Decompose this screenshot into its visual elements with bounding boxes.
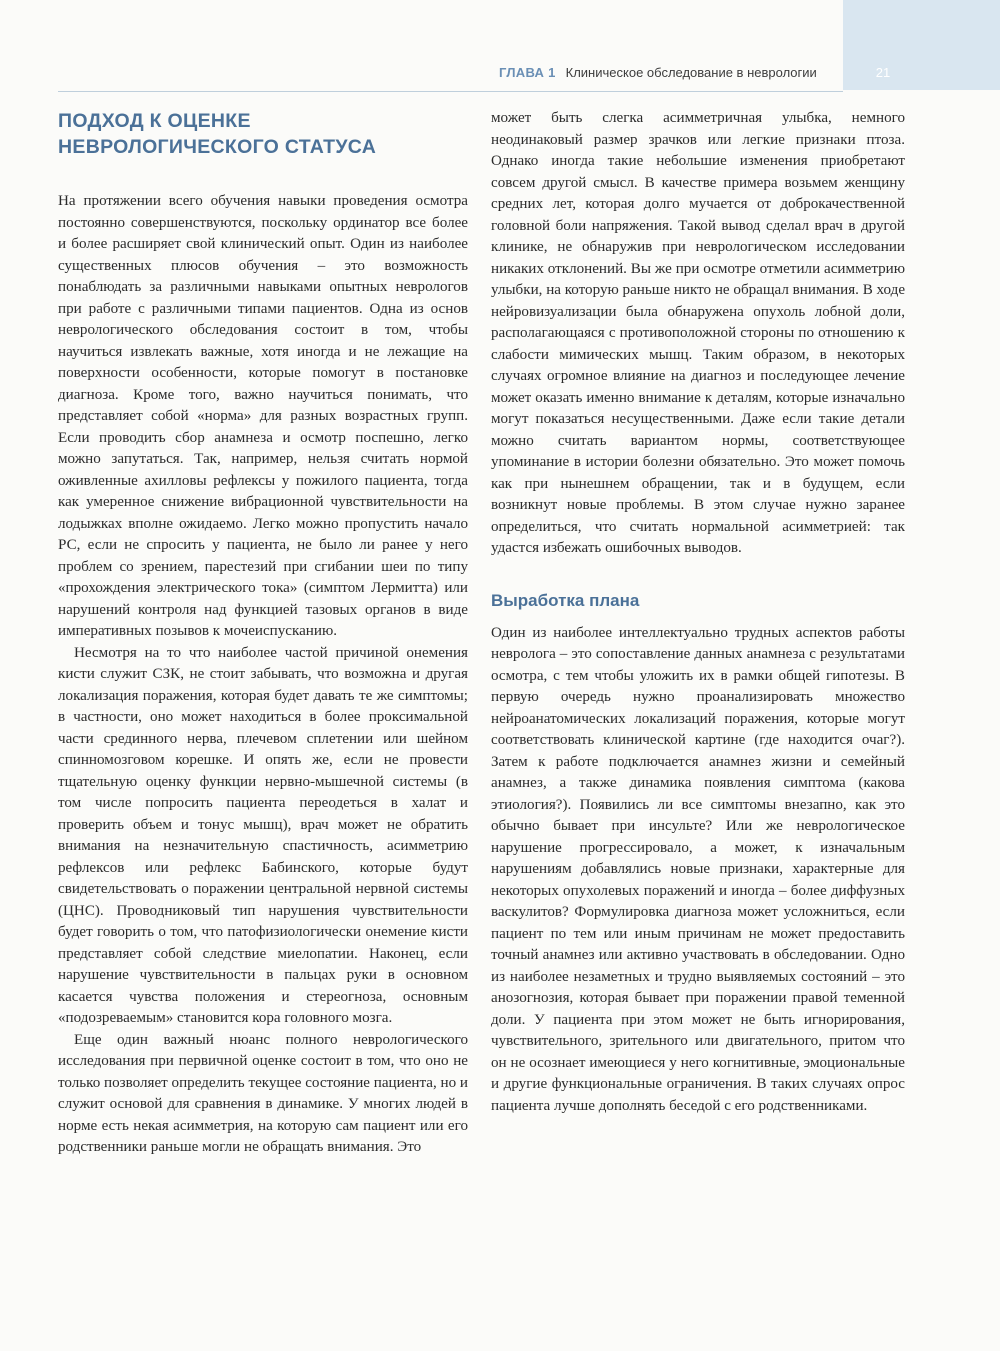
- header-divider: [58, 91, 843, 92]
- paragraph: Еще один важный нюанс полного неврологического исследования при первичной оценке состоит в том, что оно не только позволяет определить текущее состояние пациента, но и служит основой для сравнения в динамике. У многих людей в норме есть некая асимметрия, на которую сам пациент или его родственники раньше могли не обращать внимания. Это: [58, 1031, 468, 1155]
- section-title-line-1: ПОДХОД К ОЦЕНКЕ: [58, 110, 251, 132]
- running-header: [499, 65, 839, 80]
- chapter-label: ГЛАВА 1: [499, 65, 556, 80]
- paragraph: может быть слегка асимметричная улыбка, немного неодинаковый размер зрачков или легкие признаки птоза. Однако иногда такие небольшие изменения приобретают совсем другой смысл. В качестве примера возьмем женщину средних лет, которая долго мучается от доброкачественной головной боли напряжения. Такой вывод сделал врач в другой клинике, не обнаружив при неврологическом исследовании никаких отклонений. Вы же при осмотре отметили асимметрию улыбки, на которую раньше никто не обращал внимания. В ходе нейровизуализации была обнаружена опухоль лобной доли, располагающаяся с противоположной стороны по отношению к слабости мимических мышц. Таким образом, в некоторых случаях огромное влияние на диагноз и последующее лечение может оказать именно внимание к деталям, которые изначально могут показаться несущественными. Даже если такие детали можно считать вариантом нормы, соответствующее упоминание в истории болезни обязательно. Это может помочь как при нынешнем обращении, так и в будущем, если возникнут новые проблемы. В этом случае нужно заранее определиться, что считать нормальной асимметрией: так удастся избежать ошибочных выводов.: [491, 110, 906, 556]
- section-title: [58, 108, 468, 160]
- left-column: [58, 108, 468, 1159]
- section-title-line-2: НЕВРОЛОГИЧЕСКОГО СТАТУСА: [58, 136, 377, 158]
- paragraph: На протяжении всего обучения навыки проведения осмотра постоянно совершенствуются, поскольку ординатор все более и более расширяет свой клинический опыт. Один из наиболее существенных плюсов обучения – это возможность понаблюдать за различными навыками опытных неврологов при работе с различными типами пациентов. Одна из основ неврологического обследования состоит в том, чтобы научиться извлекать важные, хотя иногда и не лежащие на поверхности особенности, которые помогут в постановке диагноза. Кроме того, важно научиться понимать, что представляет собой «норма» для разных возрастных групп. Если проводить сбор анамнеза и осмотр поспешно, легко можно запутаться. Так, например, нельзя считать нормой оживленные ахилловы рефлексы у пожилого пациента, тогда как умеренное снижение вибрационной чувствительности на лодыжках вполне ожидаемо. Легко можно пропустить начало РС, если не спросить у пациента, не было ли ранее у него проблем со зрением, парестезий при сгибании шеи по типу «прохождения электрического тока» (симптом Лермитта) или нарушений контроля над функцией тазовых органов в виде императивных позывов к мочеиспусканию.: [58, 193, 468, 639]
- right-column: [491, 108, 905, 1117]
- chapter-title: Клиническое обследование в неврологии: [565, 65, 817, 80]
- paragraph: Один из наиболее интеллектуально трудных аспектов работы невролога – это сопоставление данных анамнеза с результатами осмотра, с тем чтобы уложить их в рамки общей гипотезы. В первую очередь нужно проанализировать множество нейроанатомических локализаций поражения, которые могут соответствовать клинической картине (где находится очаг?). Затем к работе подключается анамнез жизни и семейный анамнез, а также динамика появления симптома (какова этиология?). Появились ли все симптомы внезапно, как это обычно бывает при инсульте? Или же неврологическое нарушение прогрессировало, а может, к изначальным нарушениям добавлялись новые признаки, характерные для некоторых опухолевых поражений и иногда – более диффузных васкулитов? Формулировка диагноза может усложниться, если пациент по тем или иным причинам не может предоставить точный анамнез или активно участвовать в обследовании. Одно из наиболее незаметных и трудно выявляемых состояний – это анозогнозия, которая бывает при поражении правой теменной доли. У пациента при этом может не быть игнорирования, чувствительного, зрительного или двигательного, притом что он не осознает имеющиеся у него когнитивные, эмоциональные и другие функциональные ограничения. В таких случаях опрос пациента лучше дополнять беседой с его родственниками.: [491, 624, 905, 1114]
- subsection-title: Выработка плана: [491, 590, 640, 610]
- paragraph: Несмотря на то что наиболее частой причиной онемения кисти служит СЗК, не стоит забывать, что возможна и другая локализация поражения, которая будет давать те же симптомы; в частности, оно может находиться в более проксимальной части срединного нерва, плечевом сплетении или шейном спинномозговом корешке. И опять же, если не провести тщательную оценку функции нервно-мышечной системы (в том числе попросить пациента переодеться в халат и проверить объем и тонус мышц), врач может не обратить внимания на незначительную спастичность, асимметрию рефлексов или рефлекс Бабинского, которые будут свидетельствовать о поражении центральной нервной системы (ЦНС). Проводниковый тип нарушения чувствительности будет говорить о том, что патофизиологически онемение кисти представляет собой следствие миелопатии. Наконец, если нарушение чувствительности в пальцах руки в основном касается чувства положения и стереогноза, основным «подозреваемым» становится кора головного мозга.: [58, 644, 468, 1026]
- page-number: 21: [875, 65, 891, 80]
